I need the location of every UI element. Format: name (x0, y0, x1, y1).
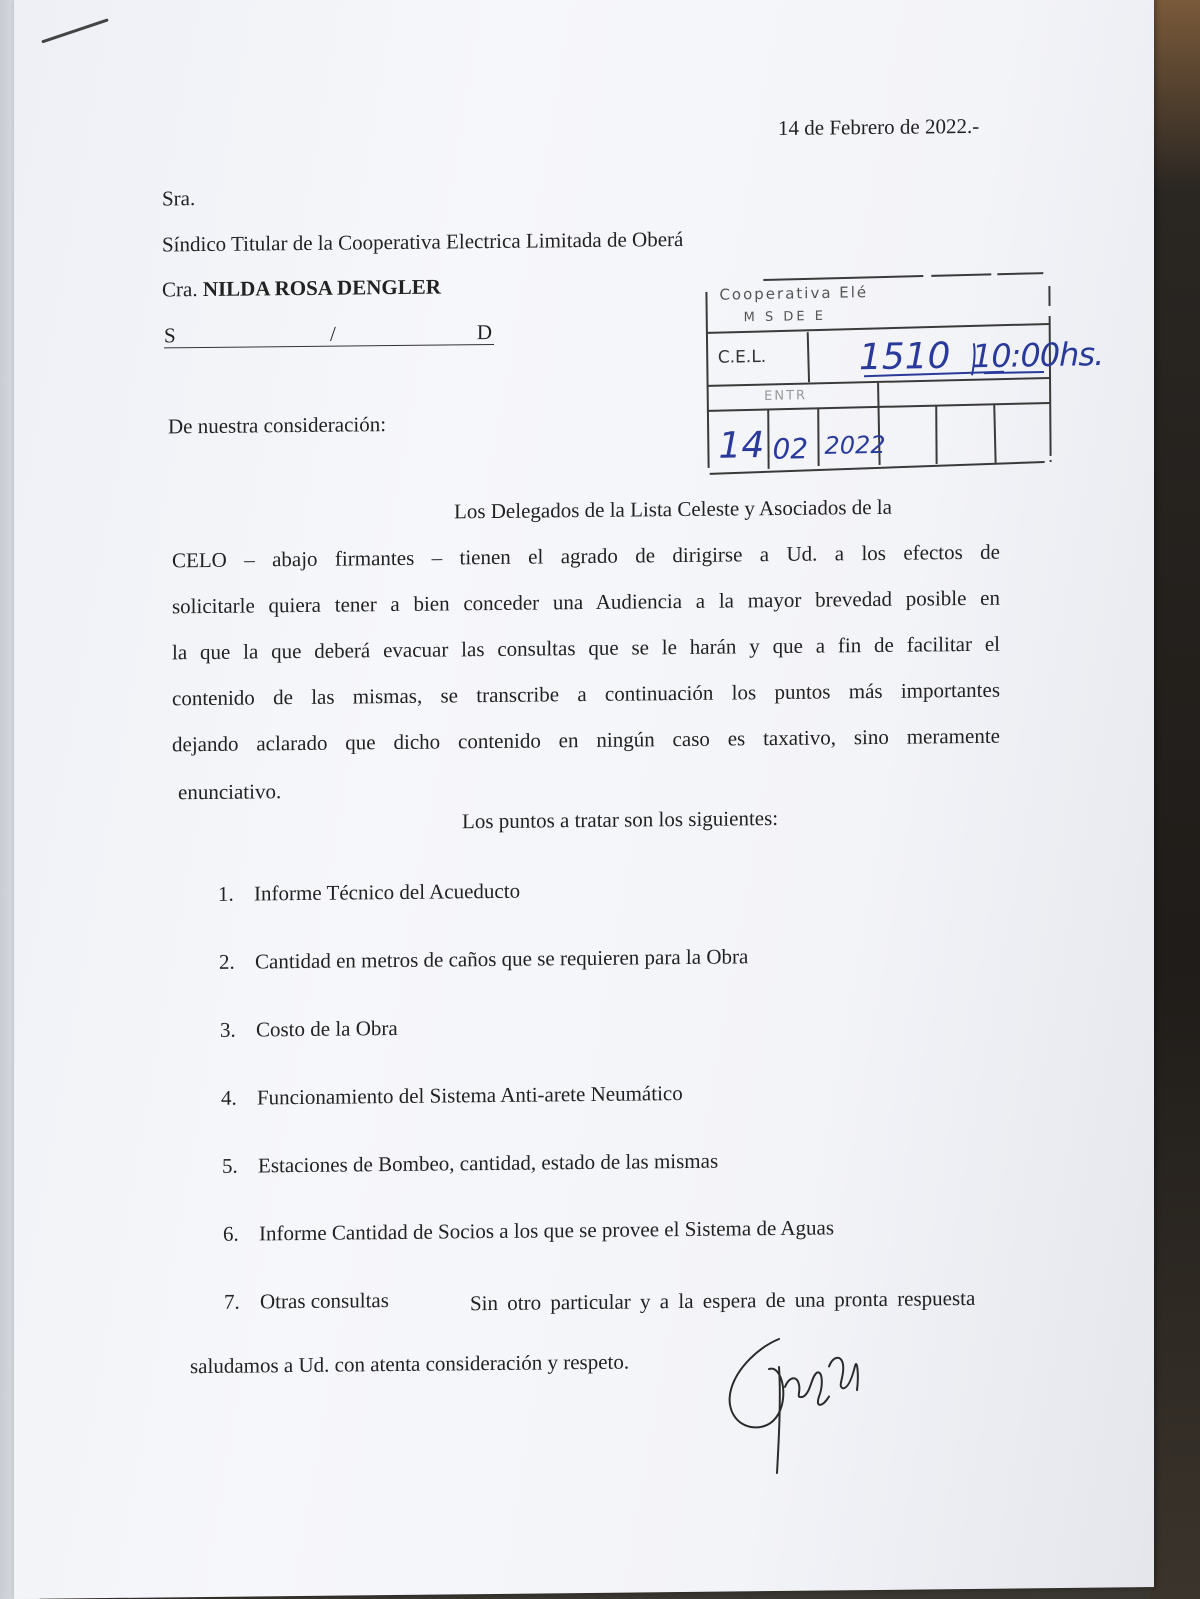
list-item: 6. Informe Cantidad de Socios a los que se provee el Sistema de Aguas (223, 1215, 835, 1246)
body-line-3: solicitarle quiera tener a bien conceder una Audiencia a la mayor brevedad posible en (172, 585, 1000, 619)
body-line-5: contenido de las mismas, se transcribe a continuación los puntos más importantes (172, 677, 1000, 711)
letter-date: 14 de Febrero de 2022.- (778, 113, 980, 140)
list-item: 1. Informe Técnico del Acueducto (218, 878, 521, 906)
list-item: 4. Funcionamiento del Sistema Anti-arete Neumático (221, 1080, 683, 1110)
closing-line-1: Sin otro particular y a la espera de una pronta respuesta (470, 1285, 976, 1316)
sd-slash: / (330, 321, 336, 346)
salutation: Sra. (162, 186, 196, 211)
stamp-entry-label: ENTR (764, 388, 808, 404)
body-line-1: Los Delegados de la Lista Celeste y Asociados de la (454, 494, 892, 524)
signature-icon (719, 1326, 879, 1478)
body-line-6: dejando aclarado que dicho contenido en ningún caso es taxativo, sino meramente (172, 723, 1000, 757)
recipient-prefix: Cra. (162, 277, 198, 302)
stamp-header: Cooperativa Elé (719, 283, 869, 304)
list-item: 3. Costo de la Obra (220, 1015, 398, 1042)
letter-page (14, 0, 1154, 1599)
list-item: 2. Cantidad en metros de caños que se requieren para la Obra (219, 944, 749, 974)
closing-line-2: saludamos a Ud. con atenta consideración y respeto. (190, 1349, 630, 1379)
list-item: 5. Estaciones de Bombeo, cantidad, estado de las mismas (222, 1148, 719, 1178)
pen-stroke (41, 18, 109, 43)
stamp-time: 10:00hs. (971, 335, 1104, 376)
stamp-cel-label: C.E.L. (717, 346, 767, 368)
sd-line (164, 320, 494, 348)
recipient-line (162, 275, 441, 303)
stamp-year: 2022 (824, 430, 886, 460)
greeting: De nuestra consideración: (168, 412, 387, 439)
sd-right: D (476, 319, 492, 345)
stamp-month: 02 (772, 432, 809, 466)
recipient-role: Síndico Titular de la Cooperativa Electrica Limitada de Oberá (162, 226, 684, 257)
reception-stamp (703, 272, 1104, 478)
stamp-day: 14 (718, 424, 765, 467)
body-line-4: la que la que deberá evacuar las consultas que se le harán y que a fin de facilitar el (172, 631, 1000, 665)
body-line-7: enunciativo. (178, 779, 282, 805)
points-intro: Los puntos a tratar son los siguientes: (462, 805, 779, 834)
stamp-number: 1510 (858, 335, 951, 379)
recipient-name: NILDA ROSA DENGLER (202, 274, 441, 302)
body-line-2: CELO – abajo firmantes – tienen el agrado de dirigirse a Ud. a los efectos de (172, 539, 1000, 573)
stamp-subheader: M S DE E (743, 308, 826, 326)
sd-left: S (164, 323, 176, 348)
table-background (1150, 0, 1200, 1599)
list-item: 7. Otras consultas (224, 1288, 389, 1314)
